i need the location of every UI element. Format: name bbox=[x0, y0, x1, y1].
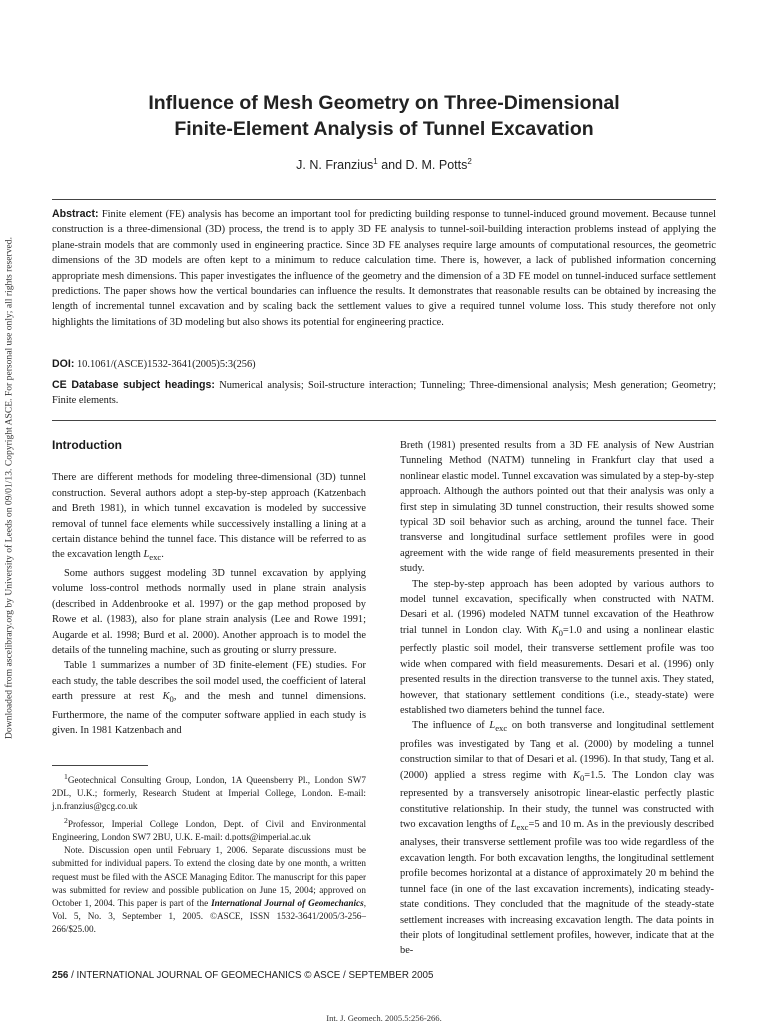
discussion-note bbox=[52, 844, 366, 936]
footer-journal: / INTERNATIONAL JOURNAL OF GEOMECHANICS © ASCE / SEPTEMBER 2005 bbox=[68, 970, 434, 981]
footnote-2 bbox=[52, 814, 366, 844]
right-p3-symbol-3: L bbox=[510, 818, 517, 830]
footnote-1-marker: 1 bbox=[64, 772, 68, 781]
paper-title bbox=[80, 90, 688, 142]
right-paragraph-3 bbox=[400, 718, 714, 958]
right-p3-end: and 10 m. As in the previously described analyses, their transverse settlement profile was too wide regardless of the excavation length. For both excavation lengths, the longitudinal settlement profile becomes horizontal at a distance of approximately 20 m behind the tunnel face (in one of the last excavation increments), indicating steady-state conditions. They concluded that the magnitude of the steady-state settlement increases with increasing excavation length. The data points in their plots of longitudinal settlement profiles, however, indicate that at the be- bbox=[400, 818, 714, 957]
abstract bbox=[52, 207, 716, 330]
intro-paragraph-2: Some authors suggest modeling 3D tunnel excavation by applying volume loss-control methods normally used in plane strain analysis (described in Addenbrooke et al. 1997) or the gap method proposed by Rowe et al. (1983), also for plane strain analysis (Lee and Rowe 1991; Augarde et al. 1998; Burd et al. 2000). Another approach is to model the details of the tunneling machine, such as grouting or slurry pressure. bbox=[52, 567, 366, 656]
right-p3-symbol: L bbox=[489, 720, 496, 732]
footnote-1 bbox=[52, 770, 366, 814]
right-p3-equals-2: =1.5 bbox=[584, 769, 604, 781]
right-paragraph-2 bbox=[400, 577, 714, 719]
right-p3-symbol-2: K bbox=[573, 769, 580, 781]
right-p3-text-2: on both transverse and longitudinal settlement profiles was investigated by Tang et al. (2000) by modeling a tunnel construction similar to that of Desari et al. (1996). In that study, Tang et al. (2000) applied a stress regime with bbox=[400, 720, 714, 781]
footnote-2-text: Professor, Imperial College London, Dept. of Civil and Environmental Engineering, London SW7 2BU, U.K. E-mail: d.potts@imperial.ac.uk bbox=[52, 818, 366, 842]
author-1: J. N. Franzius bbox=[296, 158, 374, 173]
right-p3-text: The influence of bbox=[412, 720, 490, 732]
discussion-note-end: , Vol. 5, No. 3, September 1, 2005. ©ASCE, ISSN 1532-3641/2005/3-256–266/$25.00. bbox=[52, 897, 366, 935]
title-line-1: Influence of Mesh Geometry on Three-Dimensional bbox=[148, 92, 620, 114]
header-divider bbox=[52, 420, 716, 421]
abstract-label: Abstract: bbox=[52, 208, 99, 220]
author-1-affil: 1 bbox=[373, 157, 378, 166]
citation-line: Int. J. Geomech. 2005.5:256-266. bbox=[326, 1013, 442, 1023]
title-line-2: Finite-Element Analysis of Tunnel Excavation bbox=[174, 118, 594, 140]
right-column bbox=[400, 438, 714, 959]
intro-paragraph-3 bbox=[52, 658, 366, 738]
author-2: D. M. Potts bbox=[405, 158, 468, 173]
right-p3-text-3: . The London clay was represented by a transversely anisotropic linear-elastic perfectly plastic constitutive relationship. In their study, the tunnel was constructed with two excavation lengths of bbox=[400, 769, 714, 830]
footnote-divider bbox=[52, 765, 148, 766]
left-column bbox=[52, 438, 366, 738]
doi bbox=[52, 357, 716, 372]
subject-headings bbox=[52, 378, 716, 409]
download-notice-text: Downloaded from ascelibrary.org by University of Leeds on 09/01/13. Copyright ASCE. For personal use only; all rights reserved. bbox=[3, 237, 15, 739]
intro-p3-end: , and the mesh and tunnel dimensions. Furthermore, the name of the computer software applied in each study is given. In 1981 Katzenbach and bbox=[52, 691, 366, 737]
right-p3-equals-3: =5 bbox=[528, 818, 540, 830]
footnotes bbox=[52, 770, 366, 937]
right-p3-subscript-3: exc bbox=[516, 822, 529, 833]
right-p2-subscript: 0 bbox=[558, 627, 563, 638]
discussion-note-text: Note. Discussion open until February 1, 2006. Separate discussions must be submitted for individual papers. To extend the closing date by one month, a written request must be filed with the ASCE Managing Editor. The manuscript for this paper was submitted for review and possible publication on June 15, 2004; approved on October 1, 2004. This paper is part of the bbox=[52, 845, 366, 908]
page-footer bbox=[52, 970, 716, 981]
intro-p1-text: There are different methods for modeling three-dimensional (3D) tunnel construction. Several authors adopt a step-by-step approach (Katzenbach and Breth 1981), in which tunnel excavation is modeled by successive removal of tunnel face elements while successively installing a lining at a certain distance behind the tunnel face. This distance will be referred to as the excavation length bbox=[52, 472, 366, 561]
discussion-note-journal: International Journal of Geomechanics bbox=[211, 897, 364, 908]
right-p2-symbol: K bbox=[551, 624, 559, 636]
intro-p1-symbol: L bbox=[143, 549, 150, 561]
doi-label: DOI: bbox=[52, 358, 75, 370]
subject-headings-value: Numerical analysis; Soil-structure interaction; Tunneling; Three-dimensional analysis; Mesh generation; Geometry; Finite elements. bbox=[52, 380, 716, 407]
subject-headings-label: CE Database subject headings: bbox=[52, 379, 215, 391]
intro-p1-subscript: exc bbox=[149, 552, 162, 563]
right-p3-subscript: exc bbox=[495, 723, 508, 734]
doi-value: 10.1061/(ASCE)1532-3641(2005)5:3(256) bbox=[74, 359, 256, 370]
top-divider bbox=[52, 199, 716, 200]
right-p2-end: and using a nonlinear elastic perfectly plastic soil model, their transverse settlement profile was too wide when compared with field measurements. Desari et al. (1996) only presented results in the direction transverse to the tunnel axis. They stated, however, that stationary settlement conditions (i.e., steady-state) were established two diameters behind the tunnel face. bbox=[400, 624, 714, 716]
right-p2-equals: =1.0 bbox=[562, 624, 582, 636]
page-number: 256 bbox=[52, 970, 69, 981]
intro-p3-text: Table 1 summarizes a number of 3D finite-element (FE) studies. For each study, the table describes the soil model used, the coefficient of lateral earth pressure at rest bbox=[52, 660, 366, 703]
right-paragraph-1: Breth (1981) presented results from a 3D FE analysis of New Austrian Tunneling Method (NATM) tunneling in Frankfurt clay that used a nonlinear elastic model. Tunnel excavation was simulated by a step-by-step approach. Although the authors pointed out that their analysis was only a first step in simulating 3D tunnel construction, their results showed some typical 3D soil behavior such as arching, around the tunnel face. Their transverse and longitudinal surface settlement profiles were in good agreement with the wide range of field measurements presented in their study. bbox=[400, 440, 714, 575]
intro-p1-end: . bbox=[161, 549, 164, 561]
intro-p3-symbol: K bbox=[162, 691, 170, 703]
author-list bbox=[80, 157, 688, 172]
footnote-2-marker: 2 bbox=[64, 815, 68, 825]
author-2-affil: 2 bbox=[467, 157, 472, 166]
abstract-text: Finite element (FE) analysis has become an important tool for predicting building response to tunnel-induced ground movement. Because tunnel construction is a three-dimensional (3D) process, the trend is to apply 3D FE analysis to tunnel-soil-building interaction problems instead of applying the plane-strain models that are commonly used in engineering practice. Since 3D FE analyses require large amounts of computational resources, the geometric dimensions of the 3D models are often kept to a minimum to reduce calculation time. There is, however, a lack of published information concerning appropriate mesh dimensions. This paper investigates the influence of the geometry and the dimension of a 3D FE model on tunnel-induced surface settlement predictions. The paper shows how the vertical boundaries can influence the results. It demonstrates that reasonable results can be obtained by increasing the length of incremental tunnel excavation and by scaling back the settlement values to give a required tunnel volume loss. This study therefore not only highlights the limitations of 3D modeling but also shows its potential for engineering practice. bbox=[52, 209, 716, 328]
right-p3-subscript-2: 0 bbox=[579, 772, 585, 783]
section-heading-introduction: Introduction bbox=[52, 438, 122, 452]
author-conjunction: and bbox=[377, 158, 406, 173]
intro-paragraph-1 bbox=[52, 470, 366, 566]
intro-p3-subscript: 0 bbox=[169, 694, 174, 705]
download-notice bbox=[2, 238, 16, 738]
footnote-1-text: Geotechnical Consulting Group, London, 1A Queensberry Pl., London SW7 2DL, U.K.; formerly, Research Student at Imperial College, London. E-mail: j.n.franzius@gcg.co.uk bbox=[52, 775, 366, 812]
right-p2-text: The step-by-step approach has been adopted by various authors to model tunnel excavation, specifically when constructed with NATM. Desari et al. (1996) modeled NATM tunnel excavation of the Heathrow trial tunnel in London clay. With bbox=[400, 578, 714, 636]
